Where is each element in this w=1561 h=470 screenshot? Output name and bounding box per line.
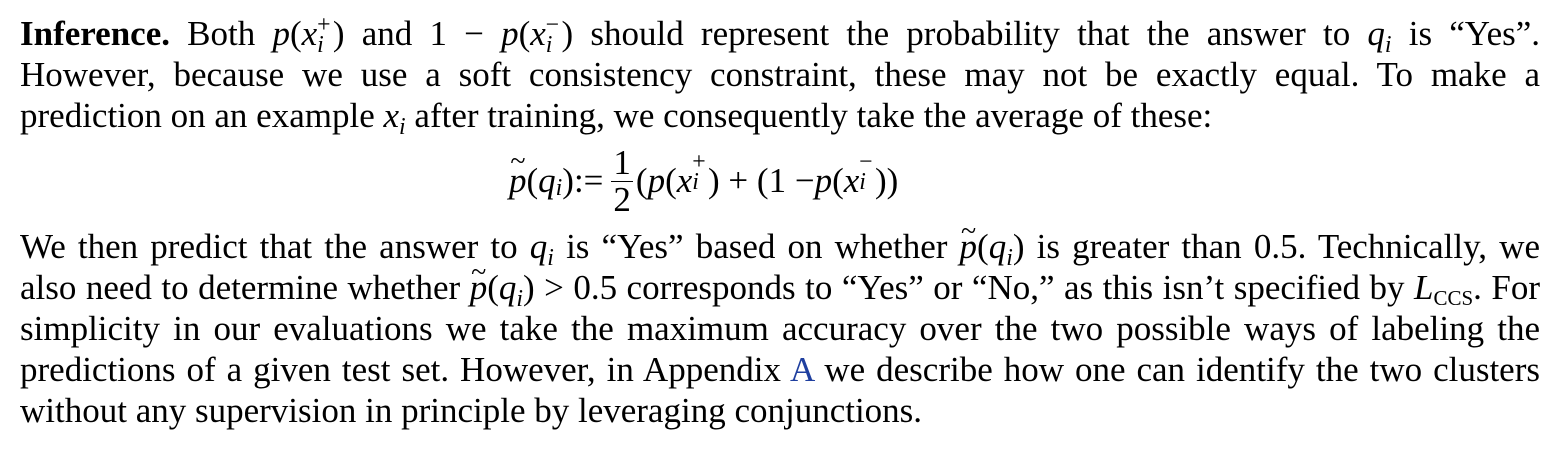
equation-average: ~ p ( q $_i$ ) := $\frac{1}{2}$ ( p ( x + i ) + (1 − p ( x − i )): [20, 136, 1540, 226]
text-span: and 1 −: [344, 14, 502, 53]
text-span: corresponds to “Yes” or “No,” as this isn’t specified by: [617, 268, 1414, 307]
text-span: . Technically, we also need to determine whether: [20, 227, 1541, 307]
text-span: Both: [170, 14, 273, 53]
math-threshold: 0.5: [573, 268, 618, 307]
assign-operator: :=: [573, 161, 604, 200]
paragraph-inference: [20, 0, 1541, 140]
math-threshold: 0.5: [1253, 227, 1298, 266]
text-span: >: [534, 268, 574, 307]
math-p-tilde-q: ~ $p(q_i)$: [960, 227, 1025, 266]
math-p-tilde: ~ p: [509, 161, 527, 201]
math-q-i: $q_i$: [1367, 14, 1392, 58]
text-span: should represent the probability that the answer to: [573, 14, 1368, 53]
text-span: we describe how one can identify the two clusters without any supervision in principle by leveraging conjunctions.: [20, 350, 1540, 430]
appendix-link[interactable]: A: [790, 350, 814, 389]
math-x-i: $x_i$: [383, 96, 406, 140]
text-span: . For simplicity in our evaluations we take the maximum accuracy over the two possible ways of labeling the predictions of a given test set. However, in Appendix: [20, 268, 1540, 389]
text-span: is greater than: [1024, 227, 1254, 266]
math-q-i: $q_i$: [529, 227, 554, 271]
paragraph-lead: Inference.: [20, 14, 170, 53]
math-p-x-plus: p(x + i ): [272, 12, 345, 59]
math-p-x-minus: p(x − i ): [501, 12, 574, 59]
text-span: after training, we consequently take the average of these:: [405, 96, 1213, 135]
text-span: is “Yes” based on whether: [553, 227, 960, 266]
fraction-one-half: $\frac{1}{2}$: [613, 142, 631, 219]
text-span: is “Yes”. However, because we use a soft consistency constraint, these may not be exactly equal. To make a prediction on an example: [20, 14, 1541, 135]
math-loss-ccs: $L_{CCS}$: [1413, 268, 1474, 310]
text-span: We then predict that the answer to: [20, 227, 530, 266]
math-p-tilde-q: ~ $p(q_i)$: [470, 268, 535, 307]
paragraph-prediction: [20, 226, 1540, 431]
paper-section: [20, 0, 1540, 431]
